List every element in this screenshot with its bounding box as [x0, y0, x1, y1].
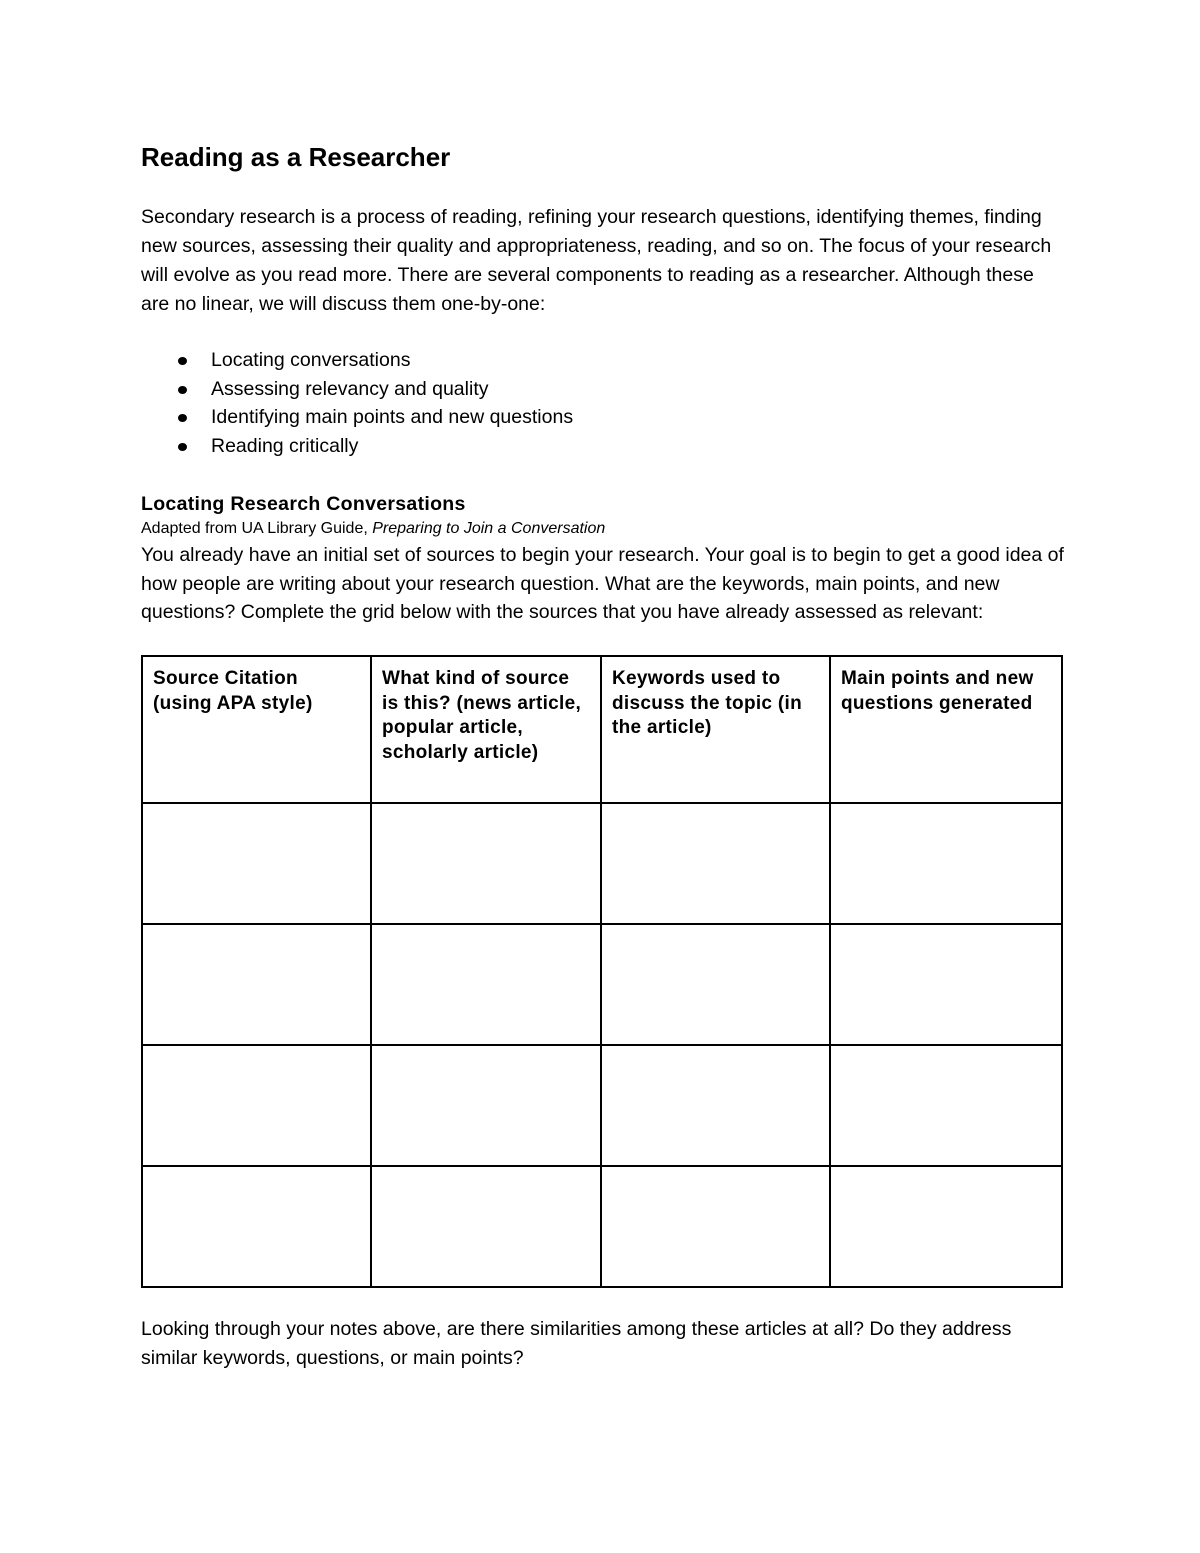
table-cell[interactable] [830, 1166, 1062, 1287]
table-cell[interactable] [601, 924, 830, 1045]
column-header-source-citation: Source Citation (using APA style) [142, 656, 371, 803]
closing-question: Looking through your notes above, are there similarities among these articles at all? Do they address similar keywords, questions, or main points? [141, 1318, 1012, 1369]
list-item [141, 403, 573, 432]
table-cell[interactable] [142, 803, 371, 924]
table-row [142, 1045, 1062, 1166]
bullet-icon [178, 357, 187, 365]
table-cell[interactable] [830, 1045, 1062, 1166]
table-header-row [142, 656, 1062, 803]
bullet-icon [178, 386, 187, 394]
list-item-text: Assessing relevancy and quality [211, 377, 489, 400]
table-row [142, 803, 1062, 924]
table-cell[interactable] [142, 1045, 371, 1166]
table-cell[interactable] [142, 924, 371, 1045]
list-item [141, 432, 573, 461]
bullet-icon [178, 414, 187, 422]
table-row [142, 924, 1062, 1045]
table-cell[interactable] [830, 803, 1062, 924]
list-item [141, 375, 573, 404]
list-item-text: Locating conversations [211, 349, 411, 371]
table-cell[interactable] [371, 803, 601, 924]
components-list [141, 346, 573, 460]
table-cell[interactable] [371, 924, 601, 1045]
intro-paragraph: Secondary research is a process of reading, refining your research questions, identifying themes, finding new sources, assessing their quality and appropriateness, reading, and so on. The focus of your research will evolve as you read more. There are several components to reading as a researcher. Although these are no linear, we will discuss them one-by-one: [141, 206, 1052, 315]
adapted-from-note [141, 518, 605, 540]
section-heading: Locating Research Conversations [141, 493, 466, 515]
table-cell[interactable] [601, 803, 830, 924]
column-header-main-points: Main points and new questions generated [830, 656, 1062, 803]
column-header-source-kind: What kind of source is this? (news article, popular article, scholarly article) [371, 656, 601, 803]
source-grid-table [141, 655, 1063, 1288]
list-item [141, 346, 573, 375]
table-cell[interactable] [371, 1166, 601, 1287]
table-cell[interactable] [601, 1045, 830, 1166]
table-row [142, 1166, 1062, 1287]
adapted-prefix: Adapted from UA Library Guide, [141, 520, 373, 537]
bullet-icon [178, 443, 187, 451]
adapted-source-title: Preparing to Join a Conversation [372, 520, 606, 537]
list-item-text: Identifying main points and new questions [211, 406, 574, 428]
table-cell[interactable] [830, 924, 1062, 1045]
section-body: You already have an initial set of sources to begin your research. Your goal is to begin to get a good idea of how people are writing about your research question. What are the keywords, main points, and new questions? Complete the grid below with the sources that you have already assessed as relevant: [141, 544, 1064, 624]
page-title: Reading as a Researcher [141, 142, 451, 172]
table-cell[interactable] [142, 1166, 371, 1287]
list-item-text: Reading critically [211, 434, 359, 457]
table-cell[interactable] [371, 1045, 601, 1166]
column-header-keywords: Keywords used to discuss the topic (in the article) [601, 656, 830, 803]
table-cell[interactable] [601, 1166, 830, 1287]
